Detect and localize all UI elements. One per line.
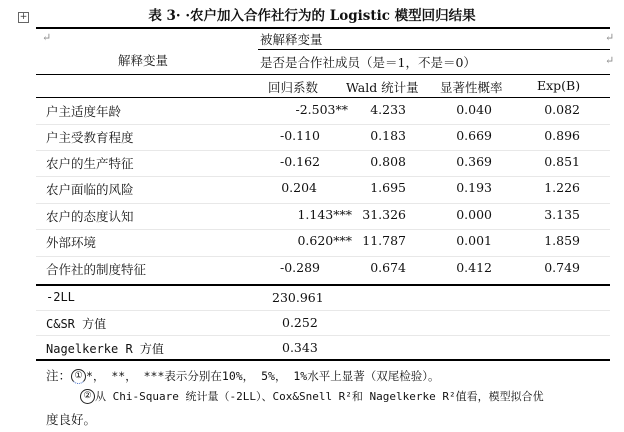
- stat-label: C&SR 方值: [46, 317, 107, 331]
- note-number-1: ①: [71, 369, 86, 384]
- wald-value: 0.674: [370, 260, 406, 275]
- expb-value: 0.851: [544, 154, 580, 169]
- note-line-2-continued: [46, 410, 96, 428]
- sig-value: 0.412: [456, 260, 492, 275]
- dependent-variable-header: 被解释变量: [260, 32, 323, 47]
- wald-value: 0.808: [370, 154, 406, 169]
- row-gridline: [36, 176, 610, 177]
- header-rule: [36, 74, 610, 75]
- coef-value: 1.143***: [297, 207, 352, 222]
- coef-value: -2.503**: [295, 102, 348, 117]
- paragraph-mark: ↵: [42, 31, 52, 44]
- row-gridline: [36, 203, 610, 204]
- table-move-handle-icon[interactable]: +: [19, 12, 28, 22]
- sig-value: 0.000: [456, 207, 492, 222]
- table-title: 表 3· ·农户加入合作社行为的 Logistic 模型回归结果: [148, 8, 476, 24]
- coef-value: -0.162: [279, 154, 320, 169]
- row-gridline: [36, 150, 610, 151]
- sig-value: 0.040: [456, 102, 492, 117]
- row-gridline: [36, 335, 610, 336]
- note-1-text: *， **， ***表示分别在10%， 5%， 1%水平上显著（双尾检验）。: [86, 369, 440, 383]
- wald-value: 31.326: [362, 207, 406, 222]
- stats-rule: [36, 284, 610, 286]
- header-sub-rule: [258, 49, 610, 50]
- row-label: 户主受教育程度: [46, 130, 134, 145]
- sig-value: 0.193: [456, 180, 492, 195]
- row-label: 农户面临的风险: [46, 182, 134, 197]
- explanatory-variable-header: 解释变量: [118, 53, 169, 68]
- note-number-2: ②: [80, 389, 95, 404]
- dependent-variable-description: 是否是合作社成员（是＝1，不是＝0）: [260, 55, 476, 70]
- row-label: 农户的生产特征: [46, 156, 134, 171]
- expb-value: 3.135: [544, 207, 580, 222]
- row-gridline: [36, 124, 610, 125]
- coef-value: -0.289: [279, 260, 320, 275]
- paragraph-mark: ↵: [605, 31, 615, 44]
- row-label: 外部环境: [46, 235, 97, 250]
- wald-value: 11.787: [362, 233, 406, 248]
- column-header-wald: Wald 统计量: [346, 80, 419, 95]
- bottom-rule: [36, 359, 610, 361]
- stat-label: Nagelkerke R 方值: [46, 342, 164, 356]
- wald-value: 0.183: [370, 128, 406, 143]
- note-prefix: 注：: [46, 368, 72, 383]
- stat-label: -2LL: [46, 290, 75, 304]
- row-label: 户主适度年龄: [46, 104, 122, 119]
- note-2-text: 从 Chi-Square 统计量（-2LL）、Cox&Snell R²和 Nagelkerke R²值看，模型拟合优: [95, 390, 544, 403]
- expb-value: 1.859: [544, 233, 580, 248]
- expb-value: 1.226: [544, 180, 580, 195]
- row-label: 合作社的制度特征: [46, 262, 147, 277]
- column-header-rule: [36, 97, 610, 98]
- top-rule: [36, 27, 610, 29]
- stat-value: 0.343: [282, 340, 318, 355]
- stat-value: 0.252: [282, 315, 318, 330]
- column-header-coef: 回归系数: [268, 80, 319, 95]
- row-label: 农户的态度认知: [46, 209, 134, 224]
- paragraph-mark: ↵: [605, 54, 615, 67]
- sig-value: 0.001: [456, 233, 492, 248]
- wald-value: 1.695: [370, 180, 406, 195]
- expb-value: 0.082: [544, 102, 580, 117]
- coef-value: 0.204: [281, 180, 317, 195]
- sig-value: 0.369: [456, 154, 492, 169]
- row-gridline: [36, 256, 610, 257]
- expb-value: 0.749: [544, 260, 580, 275]
- note-line-1: [46, 366, 439, 384]
- row-gridline: [36, 310, 610, 311]
- expb-value: 0.896: [544, 128, 580, 143]
- column-header-sig: 显著性概率: [440, 80, 503, 95]
- wald-value: 4.233: [370, 102, 406, 117]
- note-2-continued-text: 度良好。: [46, 412, 97, 427]
- row-gridline: [36, 229, 610, 230]
- coef-value: 0.620***: [297, 233, 352, 248]
- note-line-2: [80, 388, 544, 404]
- stat-value: 230.961: [272, 290, 324, 305]
- column-header-expb: Exp(B): [537, 78, 581, 93]
- coef-value: -0.110: [279, 128, 320, 143]
- sig-value: 0.669: [456, 128, 492, 143]
